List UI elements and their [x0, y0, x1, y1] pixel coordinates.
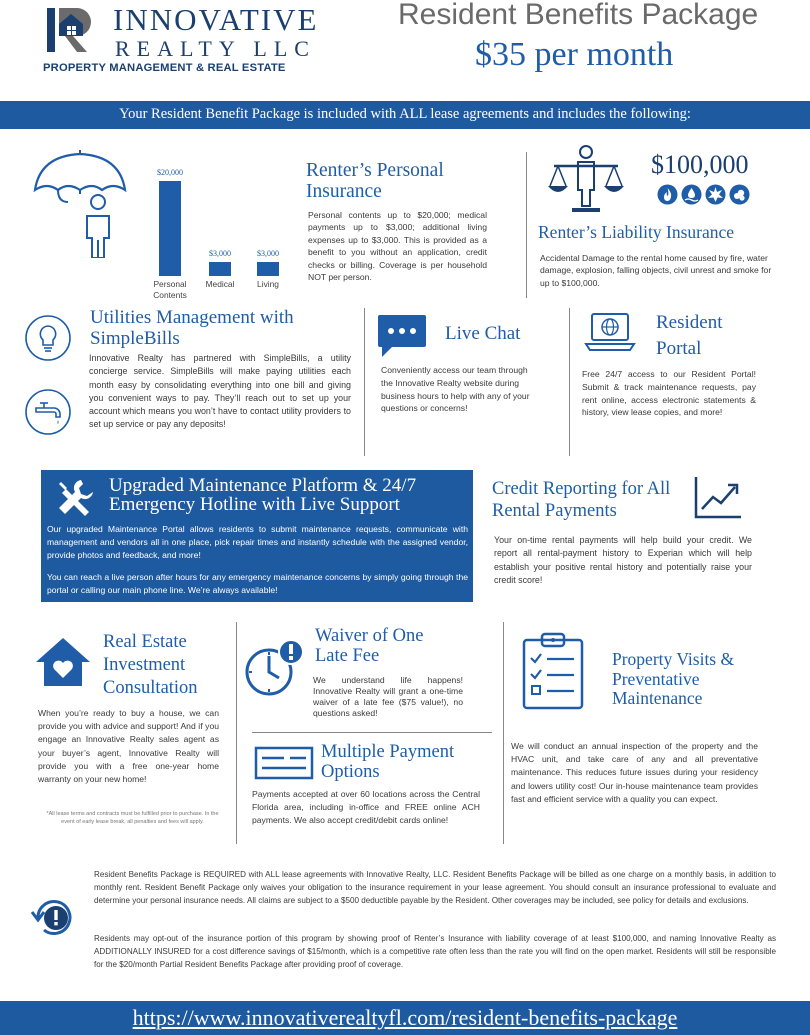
live-chat-title: Live Chat: [445, 323, 521, 344]
divider: [252, 732, 492, 733]
chart-bar-medical: [209, 262, 231, 276]
liability-amount: $100,000: [651, 150, 749, 179]
portal-title: Resident Portal: [656, 312, 723, 359]
company-name-line1: INNOVATIVE: [113, 2, 319, 37]
insurance-body: Personal contents up to $20,000; medical payments up to $3,000; additional living expenses up to $3,000. This is provided as a benefit to you without an application, credit checks or billing. Coverage is per household NOT per person.: [308, 210, 487, 283]
maintenance-body-1: Our upgraded Maintenance Portal allows residents to submit maintenance requests, communicate with management and vendors all in one place, pick repair times and instantly schedule with the assigned vendor, provide photos and feedback, and more!: [47, 524, 468, 561]
clock-alert-icon: [243, 638, 309, 700]
portal-body: Free 24/7 access to our Resident Portal! Submit & track maintenance requests, pay rent online, access electronic statements & history, view lease copies, and more!: [582, 369, 756, 418]
chart-bar-living: [257, 262, 279, 276]
payments-body: Payments accepted at over 60 locations across the Central Florida area, including in-office and FREE online ACH payments. We also accept credit/debit cards online!: [252, 789, 480, 826]
umbrella-person-icon: [30, 148, 130, 258]
late-fee-title: Waiver of One Late Fee: [315, 626, 424, 666]
explosion-icon: [705, 184, 726, 205]
package-price: $35 per month: [475, 36, 674, 73]
live-chat-body: Conveniently access our team through the Innovative Realty website during business hours to help with any of your questions or concerns!: [381, 365, 530, 414]
intro-banner-text: Your Resident Benefit Package is included with ALL lease agreements and includes the following:: [119, 106, 691, 122]
utilities-body: Innovative Realty has partnered with SimpleBills, a utility concierge service. SimpleBills will make paying utilities each month easy by consolidating everything into one bill and giving you convenient ways to pay. They’ll reach out to set up your account which means you won’t have to contact utility providers to set up service or pay any deposits!: [89, 353, 351, 430]
logo: [43, 4, 353, 78]
liability-body: Accidental Damage to the rental home caused by fire, water damage, explosion, falling objects, civil unrest and smoke for up to $100,000.: [540, 253, 772, 288]
company-tagline: PROPERTY MANAGEMENT & REAL ESTATE: [43, 62, 286, 74]
intro-banner: [0, 101, 810, 129]
maintenance-box: [41, 470, 473, 602]
footer-bar: [0, 1001, 810, 1035]
divider: [236, 622, 237, 844]
logo-mark-icon: [43, 4, 95, 56]
chart-value-label: $20,000: [157, 168, 183, 177]
check-icon: [254, 746, 314, 780]
divider: [364, 308, 365, 456]
disclaimer-para-2: Residents may opt-out of the insurance portion of this program by showing proof of Renter’s Insurance with liability coverage of at least $100,000, and naming Innovative Realty as ADDITIONALLY INSURED for a cost difference savings of $15/month, which is a competitive rate often less than the rate you will find on the open market. Residents will still be responsible for the $20/month Partial Resident Benefits Package after providing proof of coverage.: [94, 934, 776, 970]
laptop-globe-icon: [584, 312, 636, 352]
chart-category-label: Personal Contents: [153, 279, 187, 300]
footer-url-link[interactable]: https://www.innovativerealtyfl.com/resident-benefits-package: [132, 1005, 678, 1030]
maintenance-title: Upgraded Maintenance Platform & 24/7 Emergency Hotline with Live Support: [109, 475, 417, 515]
fire-icon: [657, 184, 678, 205]
hazard-icons: [657, 184, 767, 206]
chart-value-label: $3,000: [257, 248, 279, 258]
maintenance-body-2: You can reach a live person after hours for any emergency maintenance concerns by simply going through the portal or calling our main phone line. We’re always available!: [47, 572, 468, 596]
clipboard-checklist-icon: [522, 632, 584, 710]
investment-body: When you’re ready to buy a house, we can provide you with advice and support! And if you engage an Innovative Realty sales agent as your buyer’s agent, Innovative Realty will provide you with a free one-year home warranty on your new home!: [38, 708, 219, 785]
insurance-bar-chart: [138, 160, 298, 300]
chat-bubble-icon: [376, 313, 428, 359]
investment-footnote: *All lease terms and contracts must be fulfilled prior to purchase. In the event of early lease break, all penalties and fees will apply.: [46, 811, 219, 825]
payments-title: Multiple Payment Options: [321, 742, 455, 782]
divider: [503, 622, 504, 844]
water-icon: [681, 184, 702, 205]
liability-title: Renter’s Liability Insurance: [538, 222, 735, 242]
chart-category-label: Living: [257, 279, 279, 289]
visits-body: We will conduct an annual inspection of the property and the HVAC unit, and take care of any and all preventative maintenance. This reduces future issues during your residency and lowers utility cost! Our in-house maintenance team provides fast and efficient service with a quality you can expect.: [511, 741, 758, 804]
divider: [569, 308, 570, 456]
divider: [526, 152, 527, 298]
insurance-title: Renter’s Personal Insurance: [306, 160, 444, 202]
chart-bar-personal-contents: [159, 181, 181, 276]
investment-title: Real Estate Investment Consultation: [103, 632, 198, 698]
chart-value-label: $3,000: [209, 248, 231, 258]
package-title: Resident Benefits Package: [398, 0, 759, 31]
trend-chart-icon: [693, 475, 743, 519]
utilities-title: Utilities Management with SimpleBills: [90, 307, 294, 349]
credit-title: Credit Reporting for All Rental Payments: [492, 479, 671, 521]
visits-title: Property Visits & Preventative Maintenance: [612, 649, 735, 708]
late-fee-body: We understand life happens! Innovative Realty will grant a one-time waiver of a late fee ($75 value!), no questions asked!: [313, 675, 463, 718]
faucet-icon: [24, 388, 72, 436]
disclaimer-para-1: Resident Benefits Package is REQUIRED with ALL lease agreements with Innovative Realty, LLC. Resident Benefits Package will be billed as one charge on a monthly basis, in addition to monthly rent. Resident Benefit Package only waives your obligation to the insurance requirement in your lease agreement. You should consult an insurance professional to evaluate and determine your personal insurance needs. All claims are subject to a $500 deductible payable by the Resident. Other coverages may be included, see policy for details and exclusions.: [94, 870, 776, 906]
scales-icon: [546, 144, 626, 214]
wrench-screwdriver-icon: [55, 478, 95, 518]
smoke-icon: [729, 184, 750, 205]
chart-category-label: Medical: [205, 279, 235, 289]
house-heart-icon: [34, 636, 92, 688]
alert-refresh-icon: [28, 892, 80, 944]
lightbulb-icon: [24, 314, 72, 362]
company-name-line2: REALTY LLC: [115, 36, 316, 61]
credit-body: Your on-time rental payments will help build your credit. We report all rental-payment history to Experian which will help establish your positive rental history and potentially raise your credit score!: [494, 535, 752, 585]
